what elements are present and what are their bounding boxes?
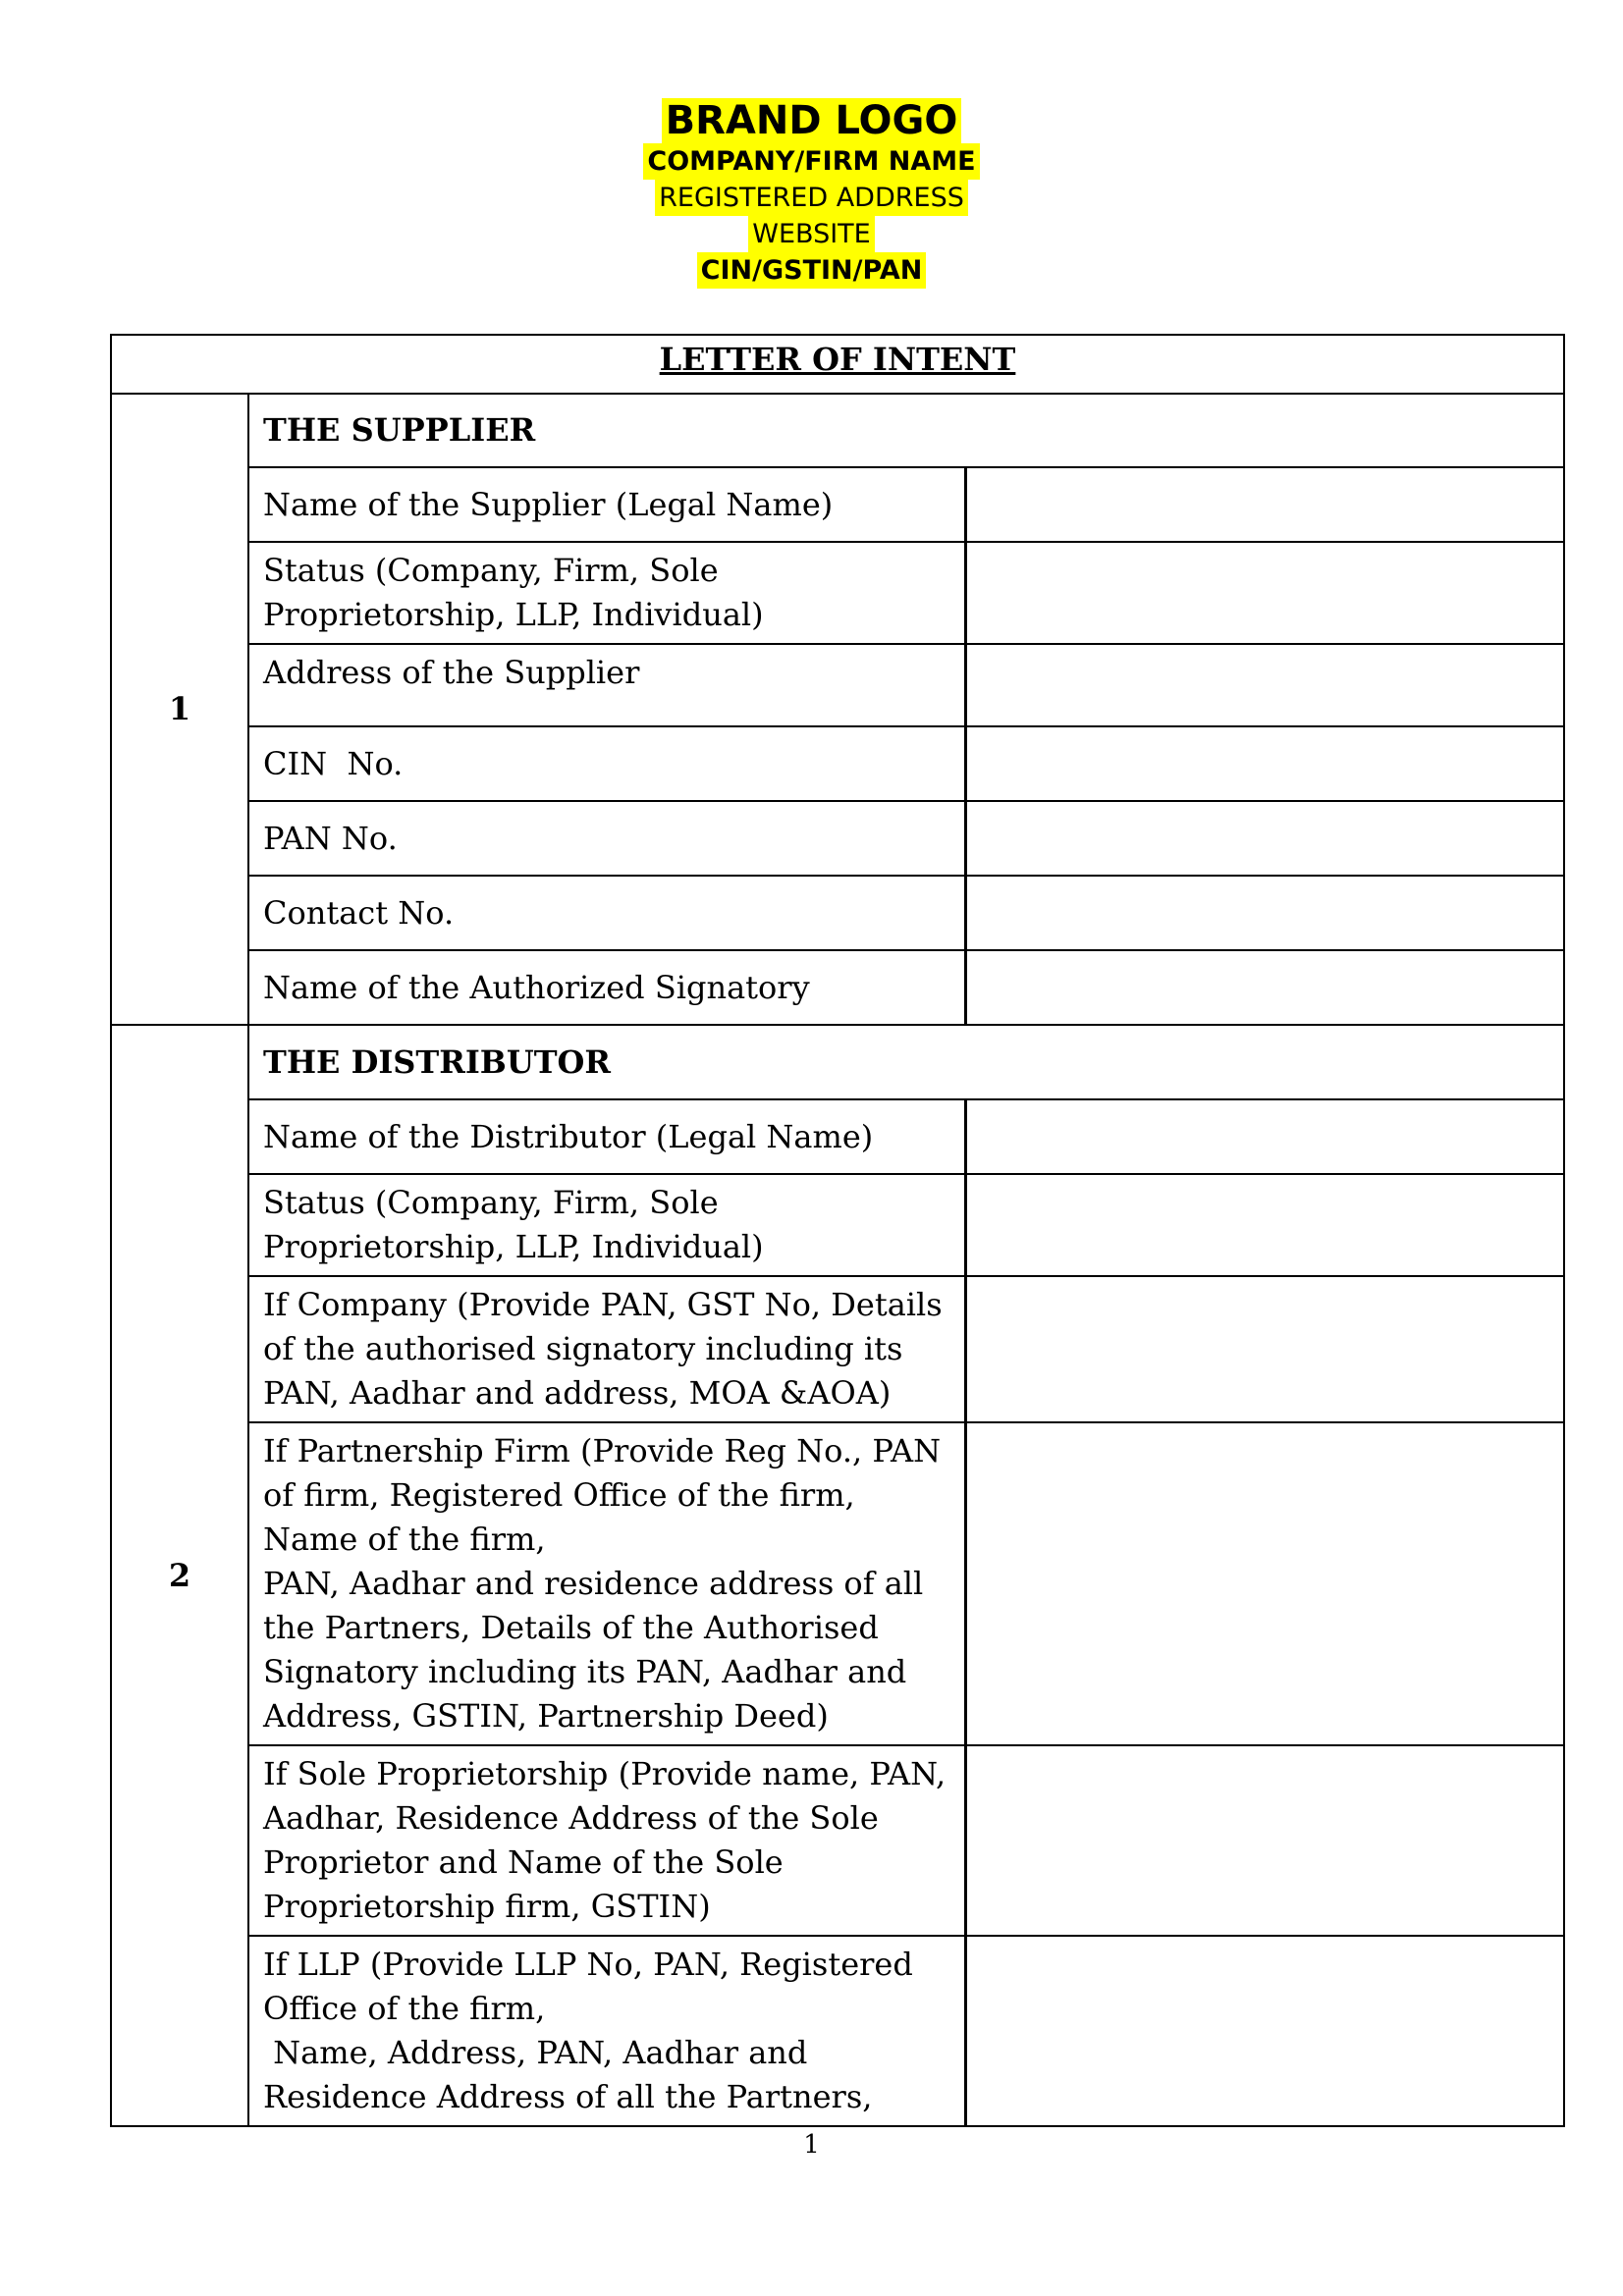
form-title: [111, 335, 1564, 394]
website: WEBSITE: [748, 216, 874, 252]
field-input-supplier-address[interactable]: [965, 644, 1564, 726]
field-input-distributor-company[interactable]: [965, 1276, 1564, 1422]
field-input-distributor-llp[interactable]: [965, 1936, 1564, 2126]
page-number: 1: [803, 2130, 820, 2160]
field-input-distributor-partnership[interactable]: [965, 1422, 1564, 1745]
field-label-supplier-status: Status (Company, Firm, Sole Proprietorship, LLP, Individual): [248, 542, 965, 644]
field-input-supplier-cin[interactable]: [965, 726, 1564, 801]
field-label-distributor-status: Status (Company, Firm, Sole Proprietorship, LLP, Individual): [248, 1174, 965, 1276]
letterhead: [0, 98, 1623, 289]
field-input-distributor-name[interactable]: [965, 1099, 1564, 1174]
field-input-supplier-contact[interactable]: [965, 876, 1564, 950]
field-input-distributor-status[interactable]: [965, 1174, 1564, 1276]
field-label-distributor-name: Name of the Distributor (Legal Name): [248, 1099, 965, 1174]
field-input-supplier-name[interactable]: [965, 467, 1564, 542]
field-label-supplier-name: Name of the Supplier (Legal Name): [248, 467, 965, 542]
company-ids: CIN/GSTIN/PAN: [697, 252, 927, 289]
field-label-supplier-pan: PAN No.: [248, 801, 965, 876]
field-label-supplier-cin: CIN No.: [248, 726, 965, 801]
field-label-distributor-company: If Company (Provide PAN, GST No, Details of the authorised signatory including its PAN, Aadhar and address, MOA &AOA): [248, 1276, 965, 1422]
field-input-supplier-status[interactable]: [965, 542, 1564, 644]
field-label-supplier-signatory: Name of the Authorized Signatory: [248, 950, 965, 1025]
field-label-distributor-llp: If LLP (Provide LLP No, PAN, Registered Office of the firm, Name, Address, PAN, Aadhar and Residence Address of all the Partners,: [248, 1936, 965, 2126]
brand-logo-placeholder: BRAND LOGO: [662, 98, 962, 143]
form-title-text: LETTER OF INTENT: [659, 341, 1016, 378]
registered-address: REGISTERED ADDRESS: [655, 180, 968, 216]
field-label-supplier-address: Address of the Supplier: [248, 644, 965, 726]
section-number-distributor: 2: [111, 1025, 248, 2126]
field-input-distributor-proprietorship[interactable]: [965, 1745, 1564, 1936]
section-heading-distributor: THE DISTRIBUTOR: [248, 1025, 1564, 1099]
field-input-supplier-signatory[interactable]: [965, 950, 1564, 1025]
company-name: COMPANY/FIRM NAME: [643, 143, 979, 180]
field-label-supplier-contact: Contact No.: [248, 876, 965, 950]
section-heading-supplier: THE SUPPLIER: [248, 394, 1564, 467]
letter-of-intent-table: [110, 334, 1565, 2127]
field-label-distributor-partnership: If Partnership Firm (Provide Reg No., PAN of firm, Registered Office of the firm, Name of the firm, PAN, Aadhar and residence address of all the Partners, Details of the Authorised Signatory including its PAN, Aadhar and Address, GSTIN, Partnership Deed): [248, 1422, 965, 1745]
field-label-distributor-proprietorship: If Sole Proprietorship (Provide name, PAN, Aadhar, Residence Address of the Sole Proprietor and Name of the Sole Proprietorship firm, GSTIN): [248, 1745, 965, 1936]
field-input-supplier-pan[interactable]: [965, 801, 1564, 876]
section-number-supplier: 1: [111, 394, 248, 1025]
